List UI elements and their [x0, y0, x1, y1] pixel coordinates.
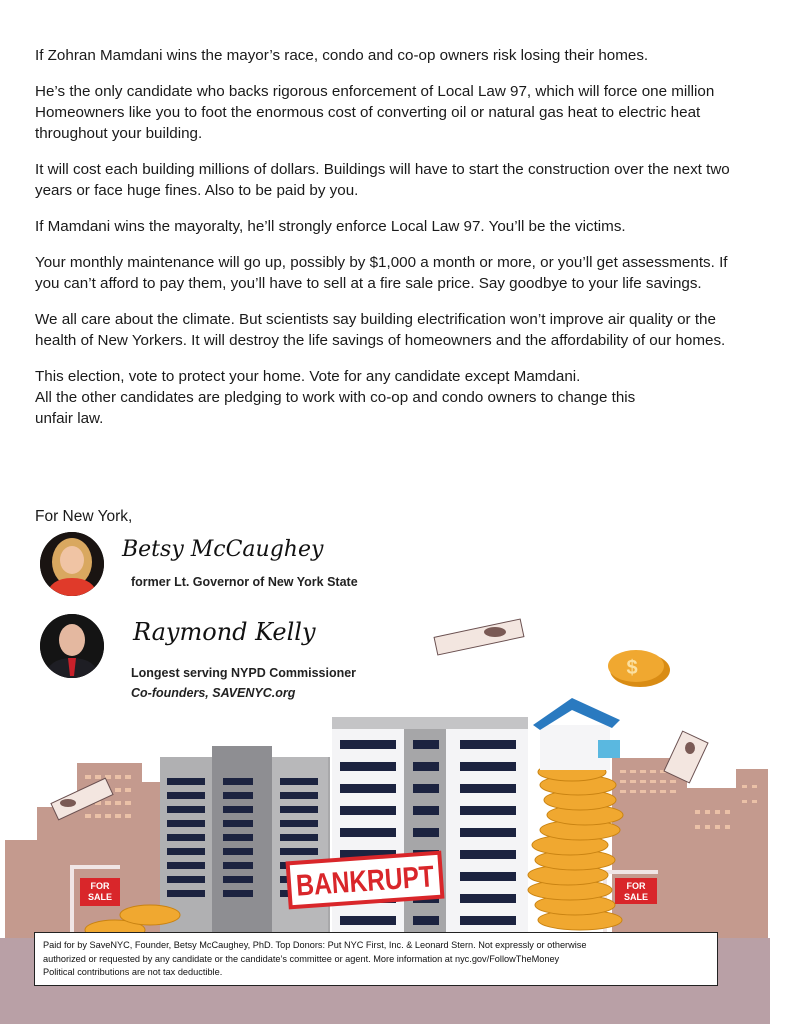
man-portrait-icon — [40, 614, 104, 678]
bankrupt-stamp-text: BANKRUPT — [295, 858, 466, 903]
signature-betsy: Betsy McCaughey — [122, 537, 324, 562]
paid-for-disclaimer — [34, 932, 718, 986]
bankrupt-stamp — [288, 853, 466, 907]
paragraph: If Mamdani wins the mayoralty, he’ll strongly enforce Local Law 97. You’ll be the victims. — [35, 218, 626, 235]
disclaimer-line: Political contributions are not tax deductible. — [43, 967, 223, 977]
paragraph: All the other candidates are pledging to work with co-op and condo owners to change this unfair law. — [35, 389, 636, 427]
paragraph: He’s the only candidate who backs rigorous enforcement of Local Law 97, which will force one million Homeowners like you to foot the enormous cost of converting oil or natural gas heat to electric heat throughout your building. — [35, 83, 715, 142]
signature-raymond: Raymond Kelly — [133, 618, 316, 646]
cofounders-line: Co-founders, SAVENYC.org — [131, 686, 296, 700]
disclaimer-line: Paid for by SaveNYC, Founder, Betsy McCaughey, PhD. Top Donors: Put NYC First, Inc. & Leonard Stern. Not expressly or otherwise — [43, 940, 587, 950]
signer-title: former Lt. Governor of New York State — [131, 575, 358, 589]
closing: For New York, — [35, 508, 133, 525]
paragraph: We all care about the climate. But scientists say building electrification won’t improve air quality or the health of New Yorkers. It will destroy the life savings of homeowners and the affordability of our homes. — [35, 311, 726, 349]
grey-building-left — [160, 746, 330, 947]
woman-portrait-icon — [40, 532, 104, 596]
paragraph: If Zohran Mamdani wins the mayor’s race, condo and co-op owners risk losing their homes. — [35, 47, 649, 64]
signer-title: Longest serving NYPD Commissioner — [131, 666, 357, 680]
letter-body — [35, 45, 735, 444]
avatar-raymond-kelly — [40, 614, 104, 678]
for-sale-right-line1: FOR — [626, 881, 646, 891]
for-sale-left-line1: FOR — [90, 881, 110, 891]
paragraph: This election, vote to protect your home. Vote for any candidate except Mamdani. — [35, 368, 581, 385]
for-sale-left-line2: SALE — [87, 892, 113, 902]
paragraph: Your monthly maintenance will go up, possibly by $1,000 a month or more, or you’ll get assessments. If you can’t afford to pay them, you’ll have to sell at a fire sale price. Say goodbye to your life savings. — [35, 254, 728, 292]
avatar-betsy-mccaughey — [40, 532, 104, 596]
coin-dollar-symbol: $ — [626, 657, 638, 679]
for-sale-right-line2: SALE — [623, 892, 649, 902]
paragraph: It will cost each building millions of dollars. Buildings will have to start the construction over the next two years or face huge fines. Also to be paid by you. — [35, 161, 730, 199]
disclaimer-line: authorized or requested by any candidate or the candidate’s committee or agent. More information at nyc.gov/FollowTheMoney — [43, 953, 560, 964]
